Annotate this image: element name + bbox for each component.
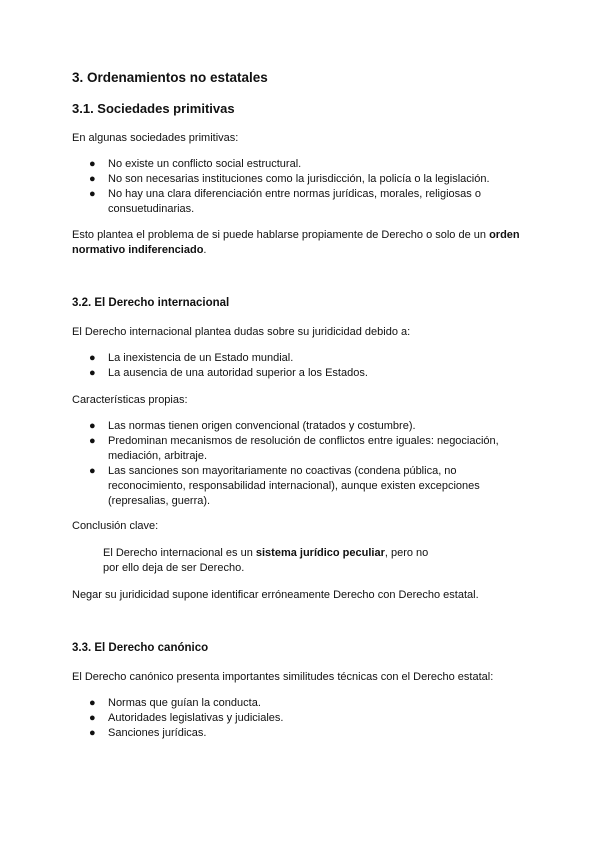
bullet-icon: ● xyxy=(89,158,96,170)
section-3-2-features xyxy=(72,419,532,509)
section-3-1-list xyxy=(72,157,532,217)
list-item: ● No son necesarias instituciones como la jurisdicción, la policía o la legislación. xyxy=(89,173,490,185)
section-3-2-final: Negar su juridicidad supone identificar erróneamente Derecho con Derecho estatal. xyxy=(72,589,479,601)
list-item: ● Predominan mecanismos de resolución de conflictos entre iguales: negociación, mediación, arbitraje. xyxy=(89,435,499,462)
features-label: Características propias: xyxy=(72,394,188,406)
list-item: ● Sanciones jurídicas. xyxy=(89,727,207,739)
section-3-3-list xyxy=(72,696,532,741)
bullet-icon: ● xyxy=(89,173,96,185)
bullet-icon: ● xyxy=(89,465,96,477)
section-3-1-intro: En algunas sociedades primitivas: xyxy=(72,132,239,144)
emphasis-text: sistema jurídico peculiar xyxy=(255,547,385,559)
bullet-icon: ● xyxy=(89,367,96,379)
list-item: ● Las sanciones son mayoritariamente no coactivas (condena pública, no reconocimiento, responsabilidad internacional), aunque existen excepciones (represalias, guerra). xyxy=(89,465,480,507)
key-conclusion-label: Conclusión clave: xyxy=(72,520,159,532)
section-3-2-list xyxy=(72,351,532,381)
list-item: ● No hay una clara diferenciación entre normas jurídicas, morales, religiosas o consuetudinarias. xyxy=(89,188,481,215)
list-item: ● La inexistencia de un Estado mundial. xyxy=(89,352,294,364)
section-3-2-intro: El Derecho internacional plantea dudas sobre su juridicidad debido a: xyxy=(72,326,411,338)
section-3-heading: 3. Ordenamientos no estatales xyxy=(72,70,268,85)
list-item: ● Autoridades legislativas y judiciales. xyxy=(89,712,284,724)
section-3-3-intro: El Derecho canónico presenta importantes similitudes técnicas con el Derecho estatal: xyxy=(72,671,494,683)
list-item: ● Normas que guían la conducta. xyxy=(89,697,261,709)
section-3-2-heading: 3.2. El Derecho internacional xyxy=(72,297,230,309)
section-3-3-heading: 3.3. El Derecho canónico xyxy=(72,642,209,654)
bullet-icon: ● xyxy=(89,712,96,724)
bullet-icon: ● xyxy=(89,435,96,447)
bullet-icon: ● xyxy=(89,697,96,709)
list-item: ● Las normas tienen origen convencional (tratados y costumbre). xyxy=(89,420,416,432)
list-item: ● La ausencia de una autoridad superior a los Estados. xyxy=(89,367,368,379)
section-3-1-heading: 3.1. Sociedades primitivas xyxy=(72,101,235,116)
emphasis-text: orden normativo indiferenciado xyxy=(72,229,520,256)
list-item: ● No existe un conflicto social estructural. xyxy=(89,158,302,170)
bullet-icon: ● xyxy=(89,420,96,432)
bullet-icon: ● xyxy=(89,188,96,200)
key-conclusion-quote: El Derecho internacional es un sistema jurídico peculiar, pero no por ello deja de ser Derecho. xyxy=(103,547,429,574)
section-3-1-conclusion: Esto plantea el problema de si puede hablarse propiamente de Derecho o solo de un orden normativo indiferenciado. xyxy=(72,229,520,256)
bullet-icon: ● xyxy=(89,352,96,364)
bullet-icon: ● xyxy=(89,727,96,739)
